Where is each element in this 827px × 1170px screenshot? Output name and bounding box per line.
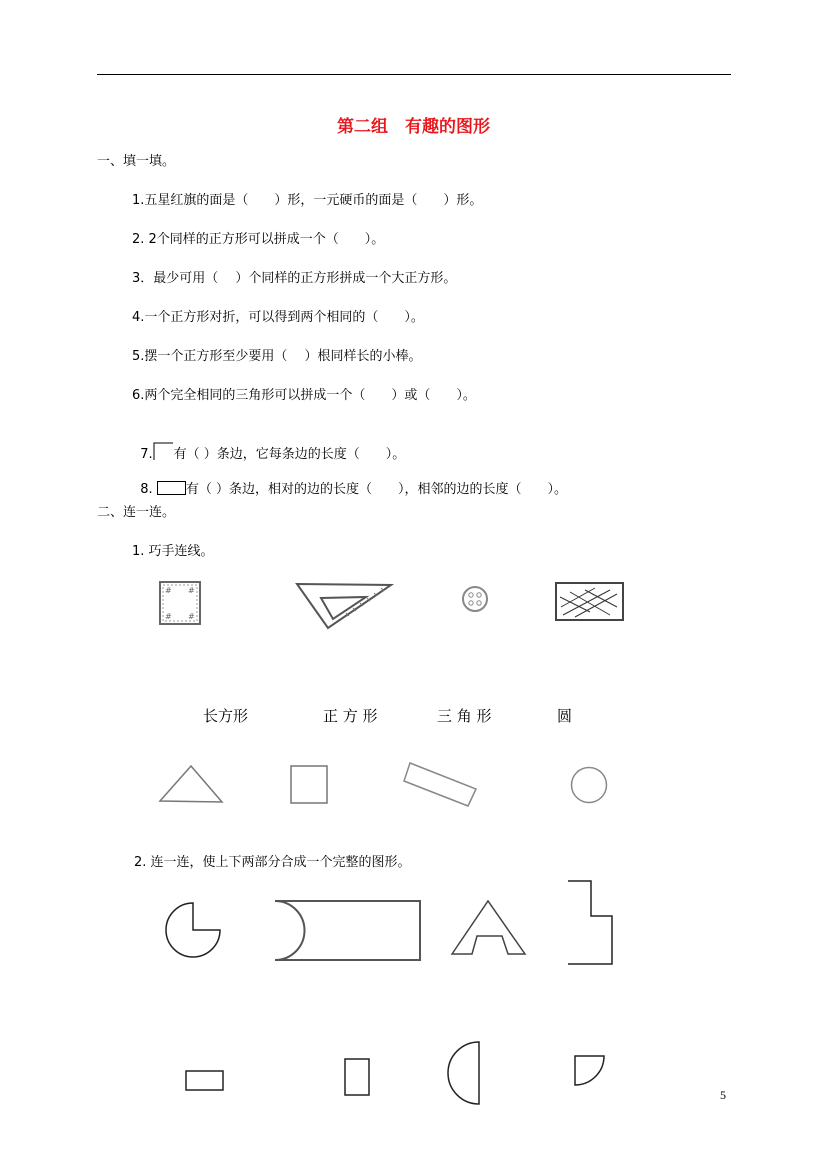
question-7-number: 7.: [140, 447, 153, 462]
question-3: 3．最少可用（ ）个同样的正方形拼成一个大正方形。: [132, 271, 457, 286]
small-rectangle-piece: [185, 1070, 225, 1094]
label-circle: 圆: [557, 707, 573, 725]
section-heading: 一、填一填。: [97, 154, 176, 169]
question-1: 1.五星红旗的面是（ ）形，一元硬币的面是（ ）形。: [132, 193, 483, 208]
question-6: 6.两个完全相同的三角形可以拼成一个（ ）或（ ）。: [132, 388, 476, 403]
question-8-text: 有（ ）条边，相对的边的长度（ ），相邻的边的长度（ ）。: [185, 482, 567, 497]
circle-missing-quarter-shape: [163, 900, 225, 962]
rectangle-with-semicircle-shape: [273, 899, 423, 963]
square-napkin-icon: [157, 581, 217, 627]
label-square: 正 方 形: [323, 707, 378, 725]
rectangle-icon: [157, 481, 186, 495]
question-2-1: 1. 巧手连线。: [132, 544, 214, 559]
section-heading: 二、连一连。: [97, 505, 176, 520]
triangle-notched-shape: [450, 899, 530, 957]
page-title: 第二组 有趣的图形: [337, 117, 490, 137]
circle-shape: [570, 766, 610, 806]
blackboard-icon: [555, 582, 625, 622]
label-rectangle: 长方形: [203, 707, 249, 725]
question-5: 5.摆一个正方形至少要用（ ）根同样长的小棒。: [132, 349, 422, 364]
question-8: [132, 465, 567, 498]
square-shape: [290, 765, 330, 805]
triangle-ruler-icon: [296, 583, 396, 631]
button-icon: [460, 585, 490, 615]
question-8-number: 8.: [140, 482, 157, 497]
vertical-rectangle-piece: [344, 1058, 372, 1098]
triangle-shape: [158, 764, 226, 804]
svg-text:#: #: [188, 612, 195, 621]
svg-text:#: #: [165, 586, 172, 595]
square-corner-icon: [153, 442, 174, 460]
question-4: 4.一个正方形对折，可以得到两个相同的（ ）。: [132, 310, 424, 325]
step-shape: [566, 880, 616, 966]
question-2-2: 2. 连一连，使上下两部分合成一个完整的图形。: [134, 855, 411, 870]
svg-text:#: #: [188, 586, 195, 595]
rectangle-shape: [402, 761, 478, 809]
svg-text:#: #: [165, 612, 172, 621]
header-rule: [97, 74, 731, 75]
question-7-text: 有（ ）条边，它每条边的长度（ ）。: [173, 447, 406, 462]
question-7: [132, 426, 405, 463]
page-number: 5: [720, 1088, 726, 1102]
semicircle-piece: [447, 1040, 483, 1108]
label-triangle: 三 角 形: [437, 707, 492, 725]
quarter-circle-piece: [573, 1054, 609, 1090]
question-2: 2. 2个同样的正方形可以拼成一个（ ）。: [132, 232, 385, 247]
